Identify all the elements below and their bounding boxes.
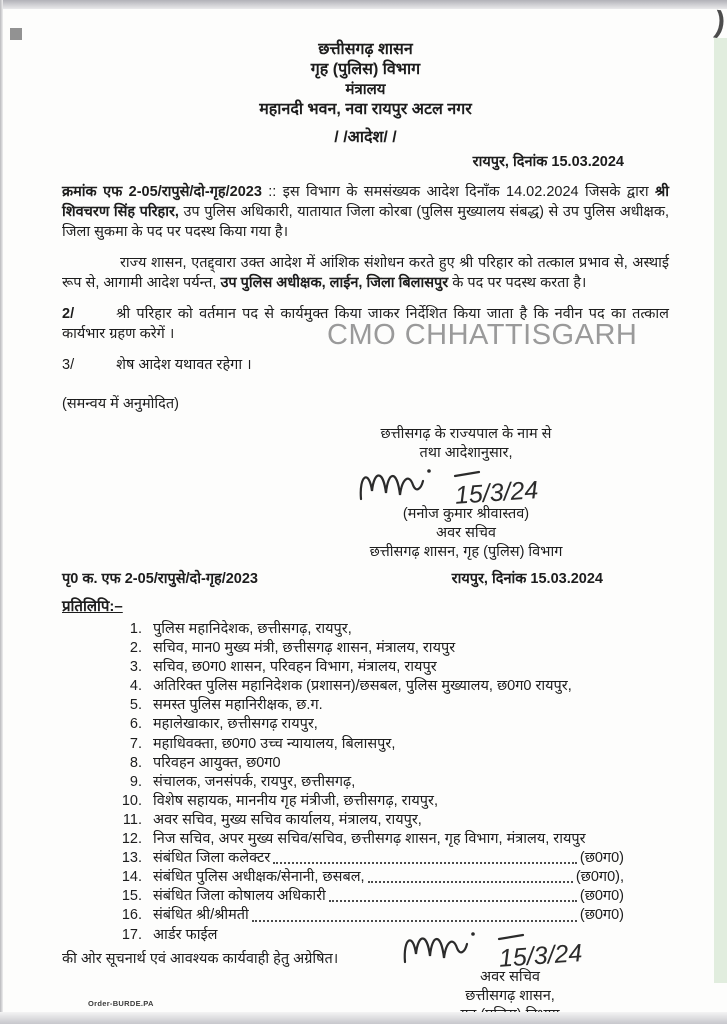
scan-edge-bottom (0, 1012, 727, 1024)
cc-list-item (112, 658, 669, 677)
signature-block-primary (311, 425, 621, 562)
scan-edge-top (0, 0, 727, 9)
cc-list-item (112, 620, 669, 639)
cc-item-text: निज सचिव, अपर मुख्य सचिव/सचिव, छत्तीसगढ़ शासन, गृह विभाग, मंत्रालय, रायपुर (153, 831, 586, 848)
cc-list-item (112, 754, 669, 773)
cc-list-item (112, 792, 669, 811)
approval-note: (समन्वय में अनुमोदित) (62, 396, 179, 412)
endorsement-number: पृ0 क. एफ 2-05/रापुसे/दो-गृह/2023 (62, 571, 258, 587)
cc-list-item (112, 868, 624, 887)
cc-item-text: संबंधित पुलिस अधीक्षक/सेनानी, छसबल, (153, 869, 365, 886)
signatory-department: छत्तीसगढ़ शासन, गृह (पुलिस) विभाग (369, 544, 563, 560)
cc-list-item (112, 735, 669, 754)
cc-list-item (112, 887, 624, 906)
signatory-designation: अवर सचिव (436, 525, 496, 541)
cc-item-suffix: (छ0ग0) (579, 888, 624, 905)
order-paragraph-1-text-b: उप पुलिस अधिकारी, यातायात जिला कोरबा (पुलिस मुख्यालय संबद्ध) से उप पुलिस अधीक्षक, जिला सुकमा के पद पर पदस्थ किया गया है। (62, 204, 669, 240)
handwritten-corner-mark: ) (712, 5, 727, 40)
cc-list (62, 620, 669, 945)
ministry-name: मंत्रालय (345, 81, 386, 98)
place-and-date: रायपुर, दिनांक 15.03.2024 (472, 154, 624, 170)
letterhead (62, 40, 669, 120)
signature-ink (395, 922, 625, 974)
cc-list-item (112, 849, 624, 868)
order-paragraph-1 (62, 182, 669, 242)
cc-item-text: समस्त पुलिस महानिरीक्षक, छ.ग. (153, 697, 323, 714)
cc-item-text: विशेष सहायक, माननीय गृह मंत्रीजी, छत्तीसगढ़, रायपुर, (153, 792, 438, 809)
order-point-2 (62, 304, 669, 344)
forwarding-note: की ओर सूचनार्थ एवं आवश्यक कार्यवाही हेतु अग्रेषित। (62, 950, 339, 967)
point-2-text: श्री परिहार को वर्तमान पद से कार्यमुक्त किया जाकर निर्देशित किया जाता है कि नवीन पद का तत्काल कार्यभार ग्रहण करेगें । (62, 306, 669, 342)
cc-item-number: 13. (121, 850, 142, 867)
cc-item-suffix: (छ0ग0), (575, 869, 624, 886)
in-the-name-of-governor: छत्तीसगढ़ के राज्यपाल के नाम से (380, 426, 552, 442)
cmo-watermark: CMO CHHATTISGARH (327, 319, 638, 351)
signature-date-ink: 15/3/24 (454, 476, 540, 510)
cc-list-item (112, 715, 669, 734)
endorsement-place-date: रायपुर, दिनांक 15.03.2024 (451, 571, 603, 587)
cc-item-number: 3. (129, 659, 142, 676)
cc-item-number: 16. (121, 907, 142, 924)
signatory-name: (मनोज कुमार श्रीवास्तव) (402, 506, 530, 522)
order-title: / /आदेश/ / (334, 129, 397, 146)
cc-item-dots (329, 887, 577, 902)
signature-block-secondary (385, 922, 635, 1024)
signature-ink (351, 459, 581, 511)
order-number: क्रमांक एफ 2-05/रापुसे/दो-गृह/2023 (62, 184, 262, 200)
cc-item-number: 9. (129, 773, 142, 790)
cc-list-item (112, 811, 669, 830)
cc-item-number: 12. (121, 831, 142, 848)
signatory-designation: अवर सचिव (480, 968, 540, 985)
point-3-number: 3/ (62, 357, 75, 373)
cc-item-number: 8. (129, 754, 142, 771)
cc-item-text: महालेखाकार, छत्तीसगढ़ रायपुर, (153, 716, 318, 733)
cc-item-dots (368, 868, 573, 883)
cc-item-text: अवर सचिव, मुख्य सचिव कार्यालय, मंत्रालय, रायपुर, (153, 811, 422, 828)
as-per-order: तथा आदेशानुसार, (419, 445, 513, 461)
cc-item-text: सचिव, मान0 मुख्य मंत्री, छत्तीसगढ़ शासन, मंत्रालय, रायपुर (153, 640, 456, 657)
cc-list-item (112, 773, 669, 792)
cc-item-number: 11. (122, 811, 142, 828)
signatory-government: छत्तीसगढ़ शासन, (465, 987, 555, 1004)
cc-item-text: महाधिवक्ता, छ0ग0 उच्च न्यायालय, बिलासपुर, (153, 735, 396, 752)
order-paragraph-1-text-a: :: इस विभाग के समसंख्यक आदेश दिनाँक 14.02.2024 जिसके द्वारा (261, 184, 655, 200)
building-address: महानदी भवन, नवा रायपुर अटल नगर (259, 101, 472, 118)
cc-item-number: 17. (121, 926, 142, 943)
cc-list-item (112, 696, 669, 715)
order-paragraph-2 (62, 253, 669, 293)
cc-item-text: सचिव, छ0ग0 शासन, परिवहन विभाग, मंत्रालय, रायपुर (153, 659, 437, 676)
cc-list-item (112, 639, 669, 658)
cc-item-number: 7. (129, 735, 142, 752)
copy-to-label: प्रतिलिपि:– (62, 598, 123, 615)
cc-list-item (112, 677, 669, 696)
department-name: गृह (पुलिस) विभाग (310, 61, 421, 78)
cc-list-item (112, 830, 669, 849)
new-posting: उप पुलिस अधीक्षक, लाईन, जिला बिलासपुर (220, 275, 449, 291)
point-3-text: शेष आदेश यथावत रहेगा । (116, 357, 252, 373)
cc-item-number: 10. (121, 792, 142, 809)
cc-item-text: संबंधित जिला कलेक्टर (153, 850, 271, 867)
government-name: छत्तीसगढ़ शासन (318, 41, 413, 58)
cc-item-number: 5. (129, 697, 142, 714)
officer-name: श्री शिवचरण सिंह परिहार, (62, 184, 669, 220)
cc-item-text: संबंधित श्री/श्रीमती (153, 907, 249, 924)
scan-corner-blot (10, 28, 22, 40)
order-paragraph-2-text-a: राज्य शासन, एतद्द्वारा उक्त आदेश में आंशिक संशोधन करते हुए श्री परिहार को तत्काल प्रभाव से, अस्थाई रूप से, आगामी आदेश पर्यन्त, (62, 255, 669, 291)
cc-item-number: 4. (129, 678, 142, 695)
cc-item-suffix: (छ0ग0) (579, 907, 624, 924)
cc-item-text: परिवहन आयुक्त, छ0ग0 (153, 754, 281, 771)
cc-item-number: 2. (129, 640, 142, 657)
cc-item-dots (273, 849, 577, 864)
point-2-number: 2/ (62, 306, 75, 322)
cc-item-number: 6. (129, 716, 142, 733)
order-paragraph-2-text-b: के पद पर पदस्थ करता है। (448, 275, 587, 291)
cc-item-text: संचालक, जनसंपर्क, रायपुर, छत्तीसगढ़, (153, 773, 356, 790)
order-point-3 (62, 355, 669, 375)
cc-item-text: पुलिस महानिदेशक, छत्तीसगढ़, रायपुर, (153, 621, 352, 637)
cc-item-text: अतिरिक्त पुलिस महानिदेशक (प्रशासन)/छसबल, पुलिस मुख्यालय, छ0ग0 रायपुर, (153, 678, 572, 695)
file-reference: Order-BURDE.PA (88, 999, 154, 1008)
scan-edge-left (0, 0, 3, 1024)
cc-item-text: आर्डर फाईल (153, 926, 218, 943)
cc-item-dots (252, 906, 577, 921)
endorsement-reference-row (62, 568, 669, 588)
cc-item-number: 14. (121, 869, 142, 886)
cc-item-number: 15. (121, 888, 142, 905)
cc-item-number: 1. (129, 621, 142, 637)
cc-item-suffix: (छ0ग0) (579, 850, 624, 867)
scan-edge-right (714, 38, 727, 983)
signature-date-ink: 15/3/24 (498, 938, 584, 973)
cc-item-text: संबंधित जिला कोषालय अधिकारी (153, 888, 326, 905)
